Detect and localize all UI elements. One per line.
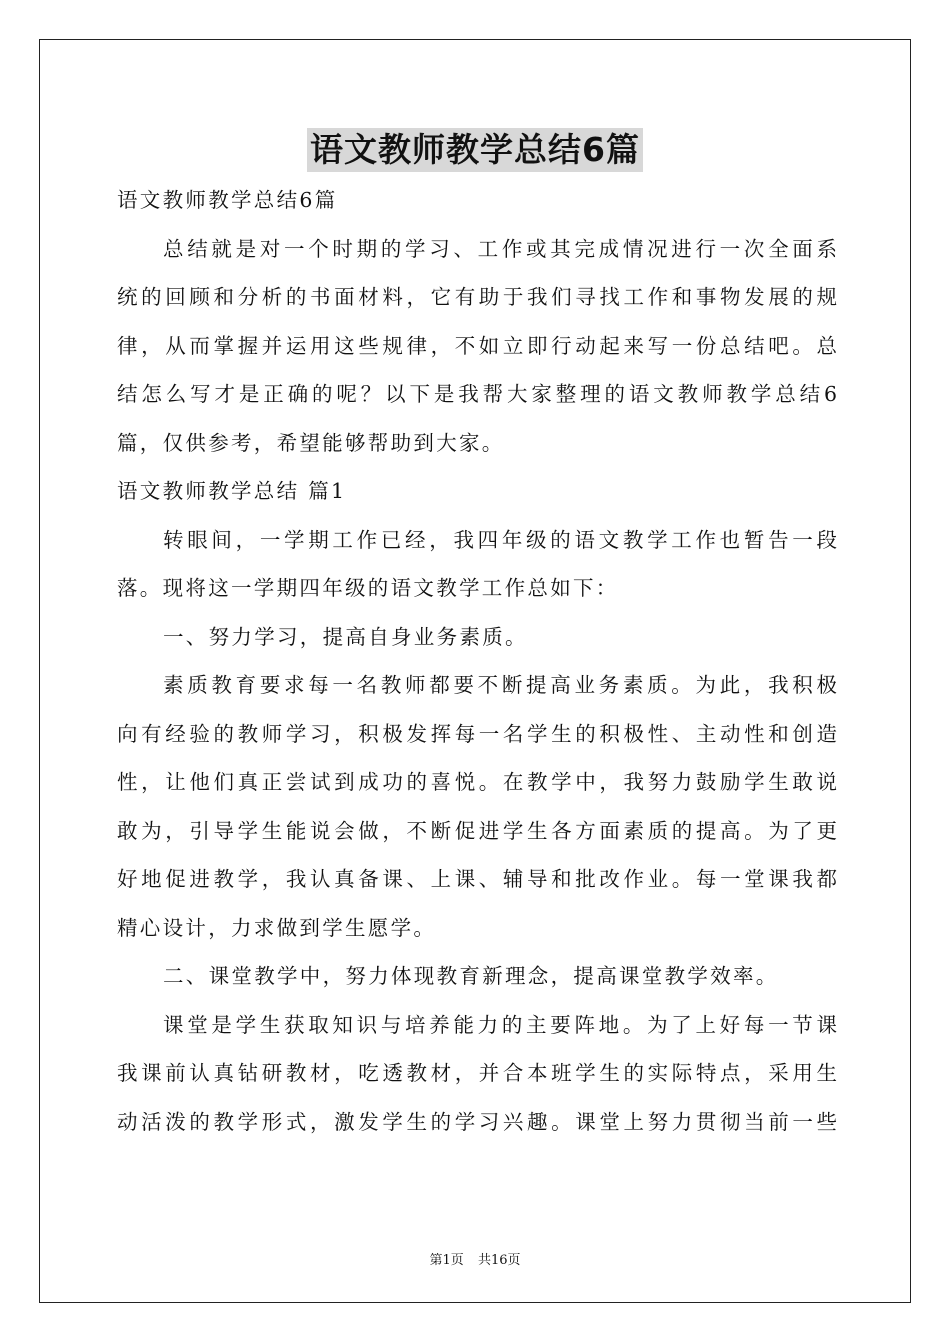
text-line: 敢为，引导学生能说会做，不断促进学生各方面素质的提高。为了更 <box>117 818 837 843</box>
title-container <box>0 128 950 172</box>
text-line: 向有经验的教师学习，积极发挥每一名学生的积极性、主动性和创造 <box>117 721 837 746</box>
text-line: 课堂是学生获取知识与培养能力的主要阵地。为了上好每一节课 <box>163 1012 837 1037</box>
document-title: 语文教师教学总结6篇 <box>307 128 643 172</box>
text-line: 性，让他们真正尝试到成功的喜悦。在教学中，我努力鼓励学生敢说 <box>117 770 837 794</box>
document-body <box>117 176 837 1146</box>
text-line: 素质教育要求每一名教师都要不断提高业务素质。为此，我积极 <box>163 673 837 697</box>
text-line: 精心设计，力求做到学生愿学。 <box>117 915 437 940</box>
page-footer <box>0 1249 950 1268</box>
text-line: 好地促进教学，我认真备课、上课、辅导和批改作业。每一堂课我都 <box>117 867 837 891</box>
text-line: 动活泼的教学形式，激发学生的学习兴趣。课堂上努力贯彻当前一些 <box>117 1109 837 1134</box>
text-line: 语文教师教学总结 篇1 <box>117 479 347 503</box>
text-line: 二、课堂教学中，努力体现教育新理念，提高课堂教学效率。 <box>163 964 779 988</box>
text-line: 语文教师教学总结6篇 <box>117 188 338 212</box>
text-line: 我课前认真钻研教材，吃透教材，并合本班学生的实际特点，采用生 <box>117 1061 837 1085</box>
text-line: 总结就是对一个时期的学习、工作或其完成情况进行一次全面系 <box>163 236 837 261</box>
page-total: 共16页 <box>477 1253 521 1268</box>
text-line: 转眼间，一学期工作已经，我四年级的语文教学工作也暂告一段 <box>163 527 837 552</box>
text-line: 结怎么写才是正确的呢？以下是我帮大家整理的语文教师教学总结6 <box>117 382 837 406</box>
text-line: 一、努力学习，提高自身业务素质。 <box>163 624 528 649</box>
text-line: 篇，仅供参考，希望能够帮助到大家。 <box>117 430 505 455</box>
page-number: 第1页 <box>429 1253 464 1268</box>
text-line: 律，从而掌握并运用这些规律，不如立即行动起来写一份总结吧。总 <box>117 333 837 358</box>
text-line: 统的回顾和分析的书面材料，它有助于我们寻找工作和事物发展的规 <box>117 285 837 309</box>
text-line: 落。现将这一学期四年级的语文教学工作总如下： <box>117 576 619 600</box>
